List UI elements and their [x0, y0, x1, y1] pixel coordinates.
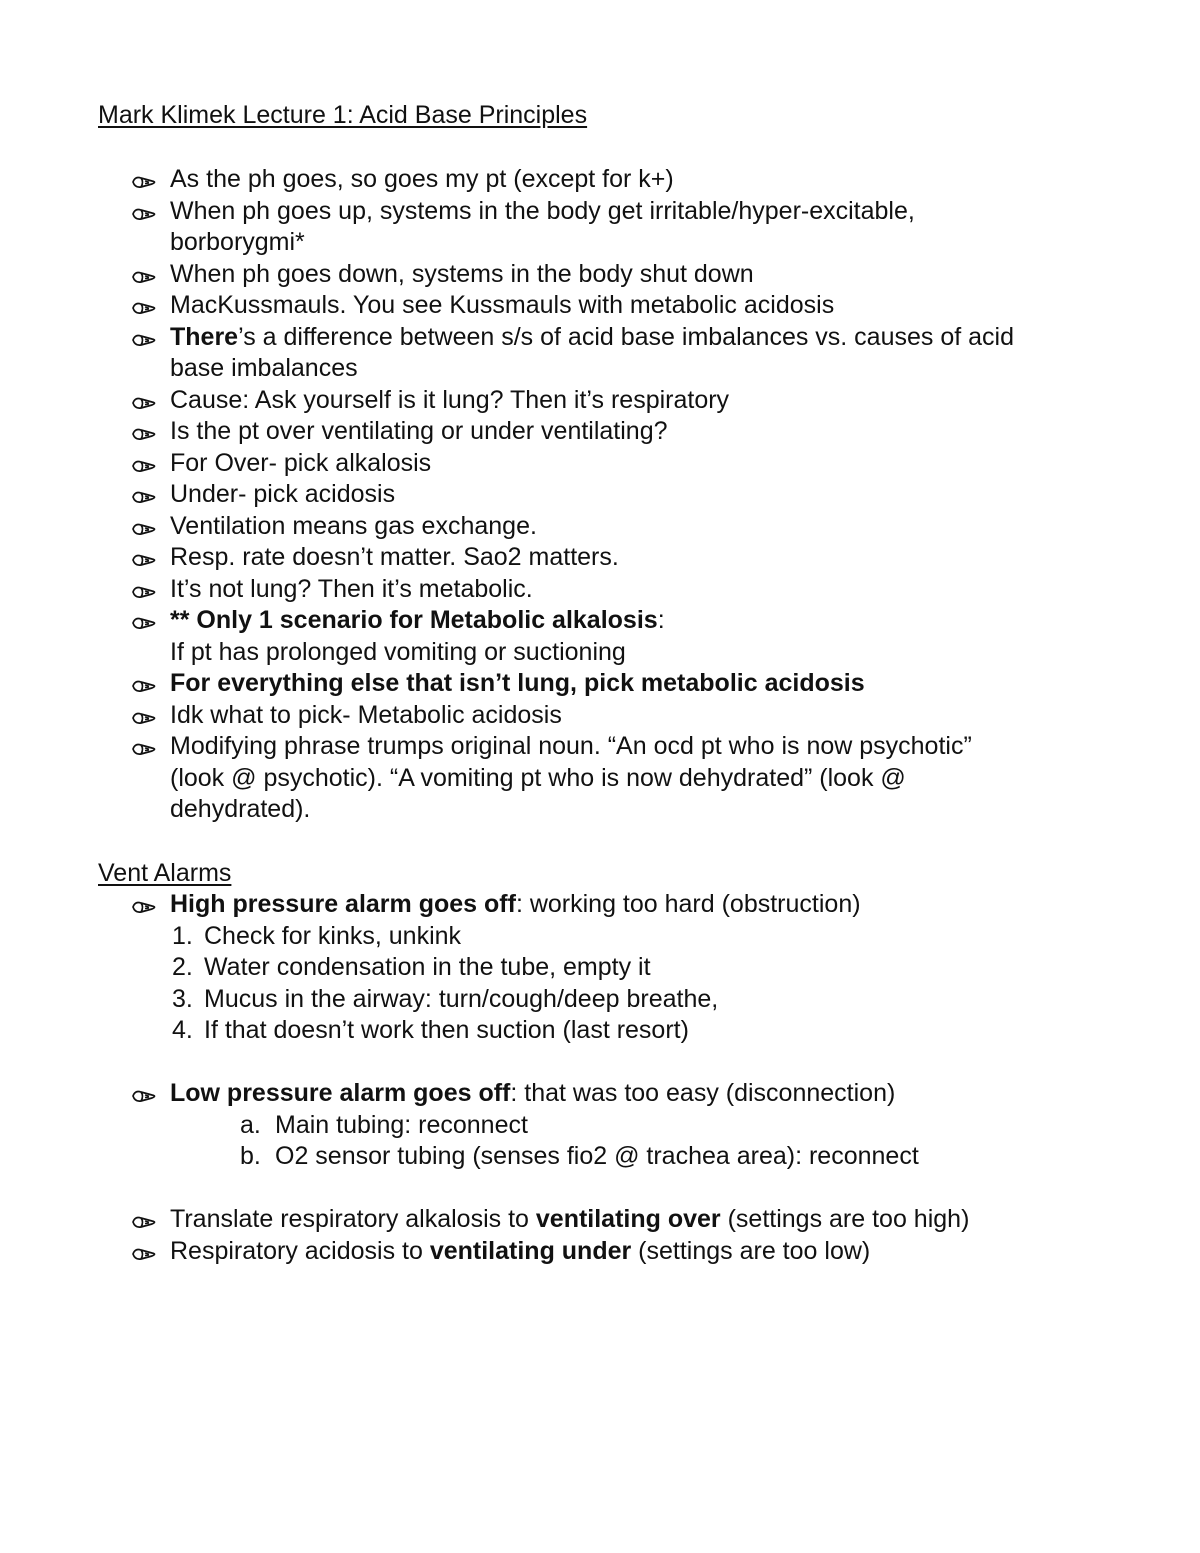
- hand-pointing-right-icon: [132, 585, 158, 599]
- list-item: It’s not lung? Then it’s metabolic.: [132, 574, 1132, 606]
- high-alarm-label: High pressure alarm goes off: [170, 890, 516, 918]
- low-alarm-text: : that was too easy (disconnection): [510, 1079, 896, 1107]
- low-step-a: a. Main tubing: reconnect: [240, 1110, 528, 1139]
- vent-alarms-heading: Vent Alarms: [98, 859, 232, 887]
- list-item: MacKussmauls. You see Kussmauls with metabolic acidosis: [132, 290, 1132, 322]
- hand-pointing-right-icon: [132, 553, 158, 567]
- hand-pointing-right-icon: [132, 270, 158, 284]
- hand-pointing-right-icon: [132, 301, 158, 315]
- list-item: Idk what to pick- Metabolic acidosis: [132, 700, 1132, 732]
- list-item: Under- pick acidosis: [132, 479, 1132, 511]
- list-item: There’s a difference between s/s of acid base imbalances vs. causes of acid base imbalances: [132, 322, 1132, 385]
- hand-pointing-right-icon: [132, 333, 158, 347]
- hand-pointing-right-icon: [132, 1247, 158, 1261]
- list-item: When ph goes up, systems in the body get irritable/hyper-excitable, borborygmi*: [132, 196, 1132, 259]
- list-item-high-pressure: [132, 889, 1132, 921]
- list-item: Cause: Ask yourself is it lung? Then it’s respiratory: [132, 385, 1132, 417]
- list-item: For Over- pick alkalosis: [132, 448, 1132, 480]
- list-item: Ventilation means gas exchange.: [132, 511, 1132, 543]
- high-step-1: 1. Check for kinks, unkink: [172, 921, 462, 950]
- list-item-translate-alkalosis: Translate respiratory alkalosis to ventilating over (settings are too high): [132, 1204, 1132, 1236]
- list-item: As the ph goes, so goes my pt (except for k+): [132, 164, 1132, 196]
- list-item-translate-acidosis: Respiratory acidosis to ventilating under (settings are too low): [132, 1236, 1132, 1268]
- hand-pointing-right-icon: [132, 522, 158, 536]
- list-item-low-pressure: [132, 1078, 1132, 1110]
- hand-pointing-right-icon: [132, 427, 158, 441]
- list-item: For everything else that isn’t lung, pick metabolic acidosis: [132, 668, 1132, 700]
- page-title: Mark Klimek Lecture 1: Acid Base Principles: [98, 101, 588, 129]
- hand-pointing-right-icon: [132, 1089, 158, 1103]
- hand-pointing-right-icon: [132, 742, 158, 756]
- high-step-4: 4. If that doesn’t work then suction (last resort): [172, 1016, 689, 1044]
- hand-pointing-right-icon: [132, 175, 158, 189]
- principles-list: [132, 164, 1132, 826]
- low-step-b: b. O2 sensor tubing (senses fio2 @ trachea area): reconnect: [240, 1142, 919, 1170]
- high-step-2: 2. Water condensation in the tube, empty it: [172, 953, 651, 981]
- low-alarm-label: Low pressure alarm goes off: [170, 1079, 511, 1107]
- hand-pointing-right-icon: [132, 900, 158, 914]
- hand-pointing-right-icon: [132, 1215, 158, 1229]
- hand-pointing-right-icon: [132, 679, 158, 693]
- list-item: ** Only 1 scenario for Metabolic alkalosis: If pt has prolonged vomiting or suctioning: [132, 605, 1132, 668]
- hand-pointing-right-icon: [132, 711, 158, 725]
- list-item: Resp. rate doesn’t matter. Sao2 matters.: [132, 542, 1132, 574]
- hand-pointing-right-icon: [132, 207, 158, 221]
- vent-alarms-list: [132, 889, 1132, 1267]
- hand-pointing-right-icon: [132, 490, 158, 504]
- hand-pointing-right-icon: [132, 459, 158, 473]
- high-alarm-text: : working too hard (obstruction): [515, 890, 861, 918]
- high-step-3: 3. Mucus in the airway: turn/cough/deep breathe,: [172, 984, 719, 1013]
- hand-pointing-right-icon: [132, 396, 158, 410]
- list-item: When ph goes down, systems in the body shut down: [132, 259, 1132, 291]
- list-item: Is the pt over ventilating or under ventilating?: [132, 416, 1132, 448]
- list-item: Modifying phrase trumps original noun. “An ocd pt who is now psychotic” (look @ psychotic). “A vomiting pt who is now dehydrated” (look @ dehydrated).: [132, 731, 1132, 826]
- hand-pointing-right-icon: [132, 616, 158, 630]
